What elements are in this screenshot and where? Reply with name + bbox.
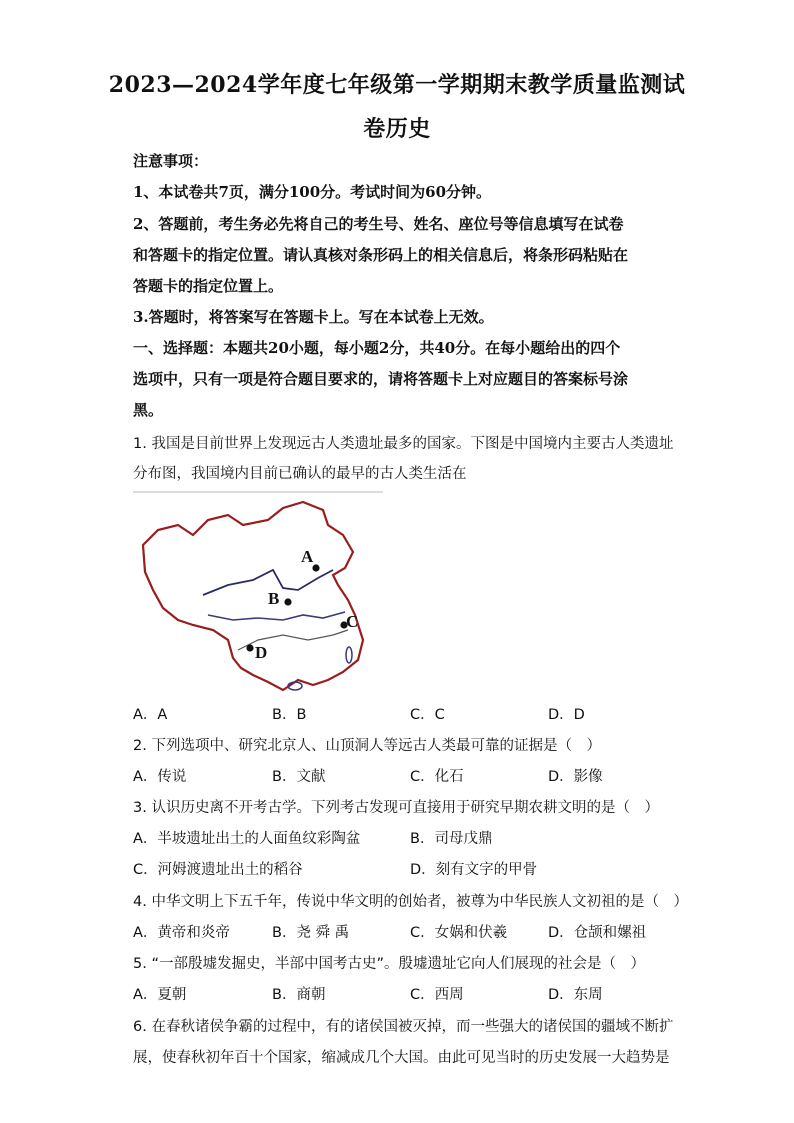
question-6-text: 展，使春秋初年百十个国家，缩减成几个大国。由此可见当时的历史发展一大趋势是 — [133, 1050, 670, 1066]
site-d-dot — [246, 644, 253, 651]
option-d: D．东周 — [548, 987, 603, 1003]
option-a: A．黄帝和炎帝 — [133, 925, 230, 941]
site-a-label: A — [301, 547, 314, 566]
option-a: A．传说 — [133, 769, 187, 785]
exam-title-line2: 卷历史 — [363, 116, 431, 142]
site-a-dot — [312, 564, 319, 571]
option-c: C．化石 — [410, 769, 464, 785]
option-d: D．D — [548, 707, 585, 723]
question-3-text: 3. 认识历史离不开考古学。下列考古发现可直接用于研究早期农耕文明的是（ ） — [133, 800, 659, 816]
option-d: D．影像 — [548, 769, 603, 785]
option-a: A．夏朝 — [133, 987, 187, 1003]
notice-item: 答题卡的指定位置上。 — [133, 277, 284, 295]
exam-title-line1: 2023—2024学年度七年级第一学期期末教学质量监测试 — [108, 72, 686, 98]
question-1-text: 分布图，我国境内目前已确认的最早的古人类生活在 — [133, 466, 467, 482]
section-instruction: 一、选择题：本题共20小题，每小题2分，共40分。在每小题给出的四个 — [133, 339, 621, 357]
section-instruction: 选项中，只有一项是符合题目要求的，请将答题卡上对应题目的答案标号涂 — [133, 370, 629, 388]
option-c: C．C — [410, 707, 445, 723]
option-c: C．西周 — [410, 987, 464, 1003]
option-b: B．司母戊鼎 — [410, 831, 493, 847]
site-b-label: B — [268, 589, 280, 608]
site-c-label: C — [346, 612, 359, 631]
option-d: D．仓颉和嫘祖 — [548, 925, 647, 941]
option-a: A．半坡遗址出土的人面鱼纹彩陶盆 — [133, 831, 361, 847]
question-2-text: 2. 下列选项中、研究北京人、山顶洞人等远古人类最可靠的证据是（ ） — [133, 738, 601, 754]
question-5-text: 5. “一部殷墟发掘史，半部中国考古史”。殷墟遗址它向人们展现的社会是（ ） — [133, 956, 645, 972]
notice-item: 2、答题前，考生务必先将自己的考生号、姓名、座位号等信息填写在试卷 — [133, 215, 624, 233]
option-b: B．尧 舜 禹 — [272, 925, 350, 941]
notice-heading: 注意事项： — [133, 152, 209, 170]
yangtze-river — [208, 612, 345, 620]
option-a: A．A — [133, 707, 168, 723]
notice-item: 和答题卡的指定位置。请认真核对条形码上的相关信息后，将条形码粘贴在 — [133, 246, 629, 264]
option-b: B．商朝 — [272, 987, 326, 1003]
option-b: B．文献 — [272, 769, 326, 785]
question-1-text: 1. 我国是目前世界上发现远古人类遗址最多的国家。下图是中国境内主要古人类遗址 — [133, 436, 674, 452]
option-c: C．河姆渡遗址出土的稻谷 — [133, 862, 303, 878]
question-6-text: 6. 在春秋诸侯争霸的过程中，有的诸侯国被灭掉，而一些强大的诸侯国的疆域不断扩 — [133, 1019, 674, 1035]
china-map-figure — [133, 490, 383, 695]
china-border — [143, 502, 363, 690]
question-4-text: 4. 中华文明上下五千年，传说中华文明的创始者，被尊为中华民族人文初祖的是（ ） — [133, 894, 688, 910]
option-d: D．刻有文字的甲骨 — [410, 862, 538, 878]
option-c: C．女娲和伏羲 — [410, 925, 508, 941]
site-d-label: D — [255, 643, 268, 662]
notice-item: 1、本试卷共7页，满分100分。考试时间为60分钟。 — [133, 183, 492, 201]
option-b: B．B — [272, 707, 307, 723]
section-instruction: 黑。 — [133, 401, 164, 419]
site-b-dot — [284, 598, 291, 605]
notice-item: 3.答题时，将答案写在答题卡上。写在本试卷上无效。 — [133, 308, 494, 326]
taiwan-island — [346, 647, 352, 663]
